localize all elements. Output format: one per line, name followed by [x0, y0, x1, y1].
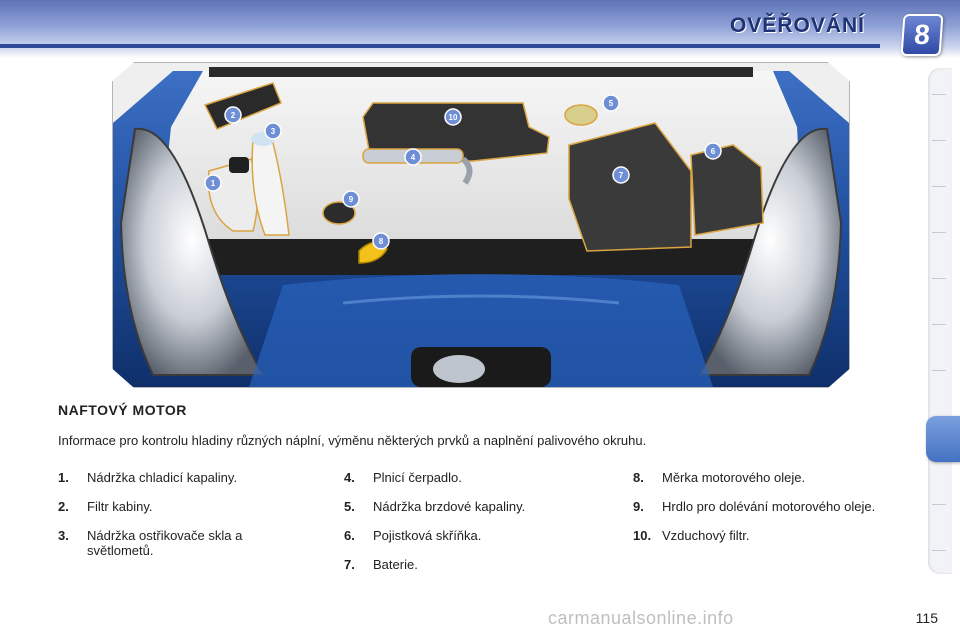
- watermark: carmanualsonline.info: [548, 608, 734, 628]
- item-number: 4.: [344, 470, 355, 485]
- coolant-cap: [229, 157, 249, 173]
- svg-text:10: 10: [448, 113, 458, 122]
- callout-6: [705, 143, 721, 159]
- page-number: 115: [915, 610, 938, 626]
- svg-text:5: 5: [608, 99, 614, 108]
- list-item: [58, 499, 303, 514]
- list-item: [344, 528, 589, 543]
- chapter-number-badge: 8: [901, 14, 944, 56]
- chapter-tab-divider: [932, 232, 946, 233]
- intro-text: Informace pro kontrolu hladiny různých náplní, výměnu některých prvků a naplnění palivového okruhu.: [58, 433, 647, 448]
- list-item: [344, 499, 589, 514]
- bumper-crossmember: [173, 239, 793, 275]
- callout-9: [343, 191, 359, 207]
- chapter-title: OVĚŘOVÁNÍ: [729, 14, 865, 37]
- item-label: Filtr kabiny.: [87, 499, 153, 514]
- callout-7: [613, 167, 629, 183]
- item-number: 8.: [633, 470, 644, 485]
- list-item: [344, 470, 589, 485]
- item-number: 9.: [633, 499, 644, 514]
- component-list-column-1: [58, 470, 303, 572]
- component-list-column-2: [344, 470, 589, 586]
- chapter-tab-divider: [932, 370, 946, 371]
- item-label: Hrdlo pro dolévání motorového oleje.: [662, 499, 876, 514]
- chapter-tab-divider: [932, 504, 946, 505]
- section-title: NAFTOVÝ MOTOR: [58, 402, 187, 418]
- svg-text:1: 1: [210, 179, 216, 188]
- callout-4: [405, 149, 421, 165]
- item-label: Nádržka brzdové kapaliny.: [373, 499, 526, 514]
- chapter-tab-active[interactable]: [926, 416, 960, 462]
- list-item: [58, 528, 283, 558]
- chapter-tab-strip: [928, 68, 952, 574]
- svg-text:7: 7: [618, 171, 624, 180]
- item-label: Plnicí čerpadlo.: [373, 470, 462, 485]
- list-item: [58, 470, 303, 485]
- item-number: 5.: [344, 499, 355, 514]
- callout-8: [373, 233, 389, 249]
- chapter-tab-divider: [932, 94, 946, 95]
- svg-text:9: 9: [348, 195, 354, 204]
- brake-fluid-reservoir: [565, 105, 597, 125]
- item-label: Nádržka chladicí kapaliny.: [87, 470, 238, 485]
- callout-5: [603, 95, 619, 111]
- chapter-tab-divider: [932, 278, 946, 279]
- lion-emblem: [433, 355, 485, 383]
- svg-text:3: 3: [270, 127, 276, 136]
- item-label: Pojistková skříňka.: [373, 528, 482, 543]
- item-number: 3.: [58, 528, 69, 543]
- item-number: 10.: [633, 528, 652, 543]
- item-number: 7.: [344, 557, 355, 572]
- callout-2: [225, 107, 241, 123]
- header-rule: [0, 44, 880, 48]
- component-list-column-3: [633, 470, 878, 557]
- item-label: Vzduchový filtr.: [662, 528, 750, 543]
- item-number: 6.: [344, 528, 355, 543]
- svg-text:4: 4: [410, 153, 416, 162]
- list-item: [633, 528, 878, 543]
- item-number: 2.: [58, 499, 69, 514]
- svg-text:2: 2: [230, 111, 236, 120]
- callout-3: [265, 123, 281, 139]
- item-label: Nádržka ostřikovače skla a světlometů.: [87, 528, 243, 558]
- list-item: [633, 499, 883, 514]
- chapter-tab-divider: [932, 550, 946, 551]
- callout-1: [205, 175, 221, 191]
- chapter-tab-divider: [932, 140, 946, 141]
- engine-bay-illustration: [112, 62, 850, 388]
- list-item: [633, 470, 878, 485]
- item-number: 1.: [58, 470, 69, 485]
- list-item: [344, 557, 589, 572]
- item-label: Měrka motorového oleje.: [662, 470, 806, 485]
- svg-text:8: 8: [378, 237, 384, 246]
- svg-text:6: 6: [710, 147, 716, 156]
- callout-10: [445, 109, 461, 125]
- cowl-grille: [209, 67, 753, 77]
- item-label: Baterie.: [373, 557, 418, 572]
- chapter-tab-divider: [932, 186, 946, 187]
- chapter-tab-divider: [932, 324, 946, 325]
